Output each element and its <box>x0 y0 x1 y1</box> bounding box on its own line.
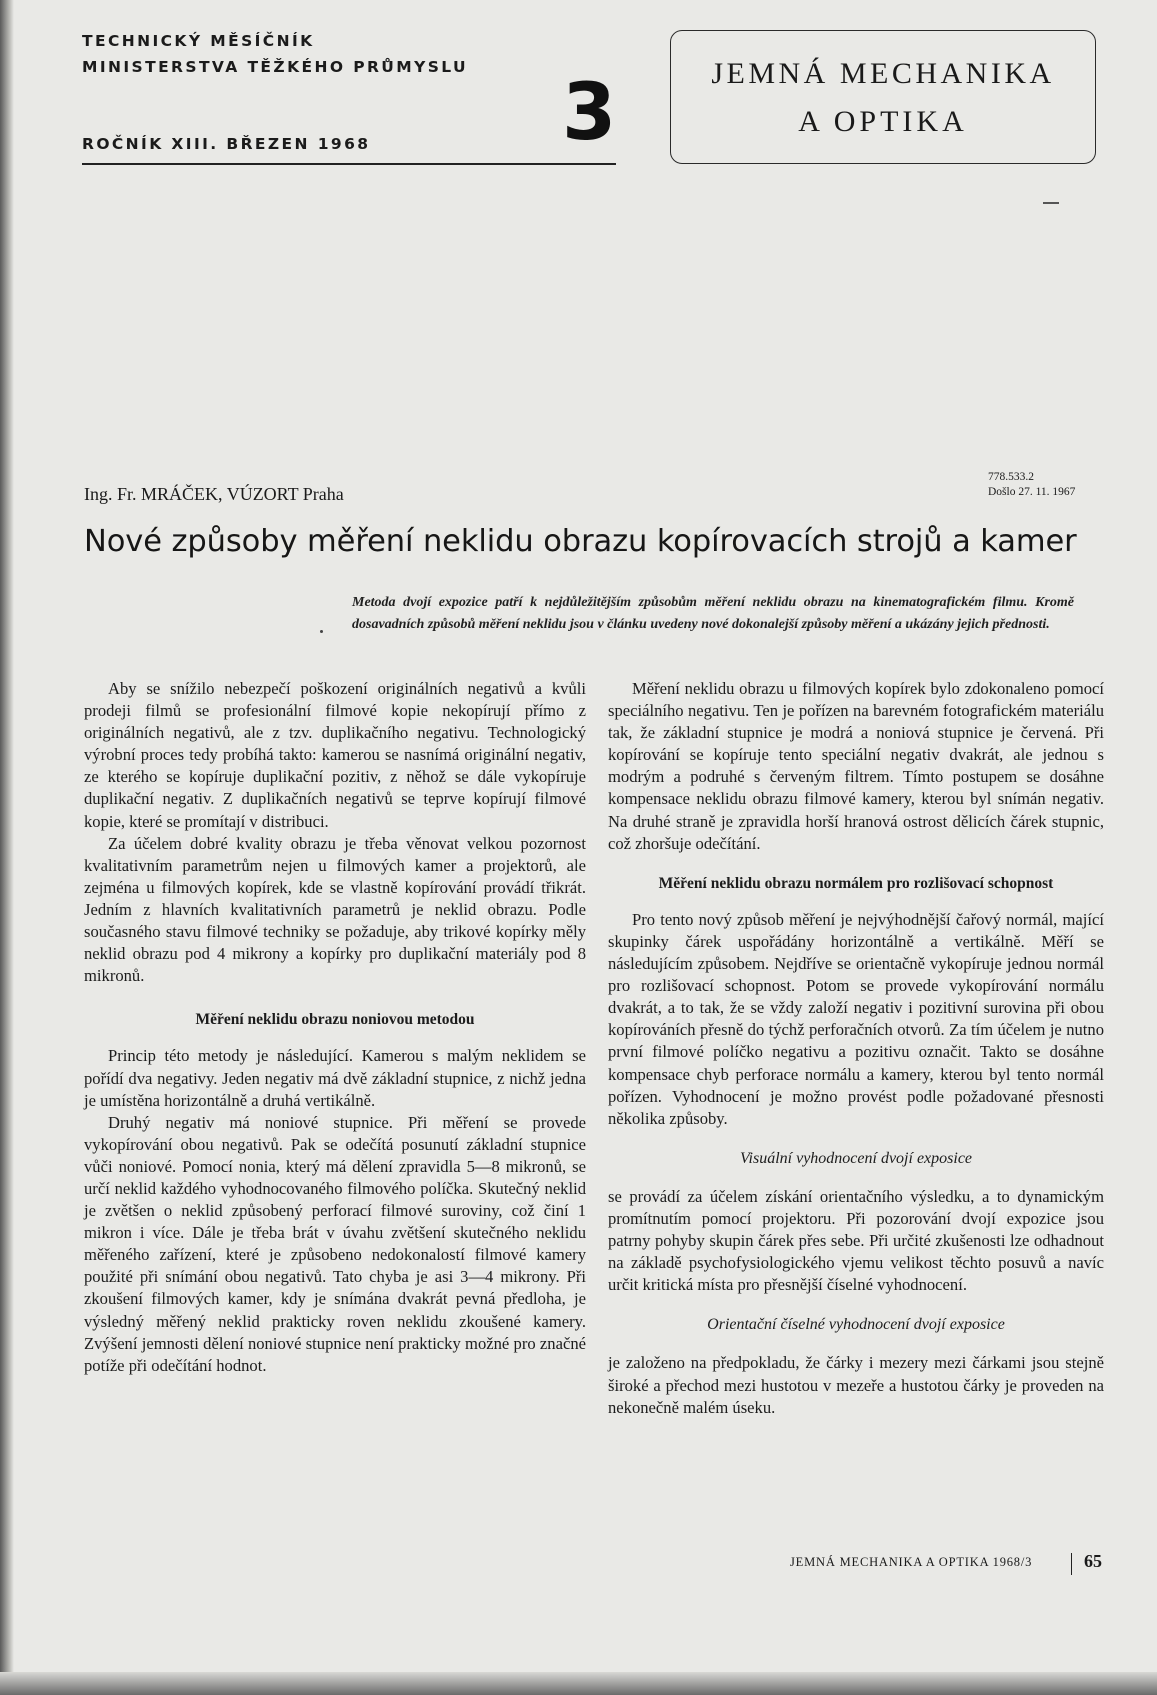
masthead-line2: MINISTERSTVA TĚŽKÉHO PRŮMYSLU <box>82 58 469 76</box>
journal-title-line2: A OPTIKA <box>798 105 968 138</box>
paragraph: Princip této metody je následující. Kamerou s malým neklidem se pořídí dva negativy. Jeden negativ má dvě základní stupnice, z nichž jedna je umístěna horizontálně a druhá vertikálně. <box>84 1046 586 1110</box>
subsection-heading: Visuální vyhodnocení dvojí exposice <box>739 1149 973 1167</box>
paragraph: je založeno na předpokladu, že čárky i mezery mezi čárkami jsou stejně široké a přechod mezi hustotou v mezeře a hustotou čárky je proveden na nekonečně malém úseku. <box>608 1353 1104 1417</box>
masthead-line1: TECHNICKÝ MĚSÍČNÍK <box>82 32 315 50</box>
paragraph: Pro tento nový způsob měření je nejvýhodnější čařový normál, mající skupinky čárek uspořádány horizontálně a vertikálně. Měří se následujícím způsobem. Nejdříve se orientačně vykopíruje jednou normál pro rozlišovací schopnost. Potom se provede vykopírování normálu dvakrát, a to tak, že se vždy založí negativ i pozitivní surovina při obou kopírováních přesně do týchž perforačních otvorů. Za tím účelem je nutno první filmové políčko negativu a pozitivu označit. Takto se dosáhne kompensace chyb perforace normálu a kamery, kterou byl tento normál pořízen. Vyhodnocení je možno provést podle požadované přesnosti několika způsoby. <box>608 909 1104 1128</box>
paragraph: Aby se snížilo nebezpečí poškození originálních negativů a kvůli prodeji filmů se profesionální filmové kopie nekopírují přímo z originálních negativů, ale z tzv. duplikačního negativu. Technologický výrobní proces tedy probíhá takto: kamerou se nasnímá originální negativ, ze kterého se kopíruje duplikační pozitiv, z něhož se dále vykopíruje duplikační negativ. Z duplikačních negativů se teprve kopírují filmové kopie, které se promítají v distribuci. <box>84 679 586 831</box>
article-author: Ing. Fr. MRÁČEK, VÚZORT Praha <box>84 484 344 504</box>
paragraph: se provádí za účelem získání orientačního výsledku, a to dynamickým promítnutím pomocí projektoru. Při pozorování dvojí expozice jsou patrny pohyby skupin čárek přes sebe. Při určité zkušenosti lze odhadnout na základě psychofysiologického vjemu velikost těchto posuvů a navíc určit kritická místa pro přesnější číselné vyhodnocení. <box>608 1186 1104 1295</box>
footer-separator <box>1071 1553 1072 1575</box>
margin-mark <box>1043 202 1059 204</box>
subsection-heading: Orientační číselné vyhodnocení dvojí exposice <box>707 1316 1005 1334</box>
paragraph: Druhý negativ má noniové stupnice. Při měření se provede vykopírování obou negativů. Pak se odečítá posunutí základní stupnice vůči noniové. Pomocí nonia, který má dělení zpravidla 5—8 mikronů, se určí neklid každého vyhodnocovaného filmového políčka. Skutečný neklid je zvětšen o neklid způsobený perforací filmové suroviny, což činí 1 mikron i více. Dále je třeba brát v úvahu zvětšení skutečného neklidu měřeného zařízení, které je způsobeno nedokonalostí filmové kamery použité při snímání obou negativů. Tato chyba je asi 3—4 mikrony. Při zkoušení filmových kamer, kdy je snímána dvakrát pevná předloha, je výsledný měřený neklid prakticky roven neklidu zkoušené kamery. Zvýšení jemnosti dělení noniové stupnice není prakticky možné pro značné potíže při odečítání hodnot. <box>84 1112 586 1375</box>
margin-dot <box>320 630 323 633</box>
masthead-rule <box>82 163 616 165</box>
article-udc-block <box>988 470 1075 500</box>
journal-title-box <box>670 30 1096 164</box>
section-heading: Měření neklidu obrazu noniovou metodou <box>195 1011 475 1029</box>
issue-number: 3 <box>562 68 617 158</box>
journal-title-line1: JEMNÁ MECHANIKA <box>711 57 1055 90</box>
section-heading: Měření neklidu obrazu normálem pro rozlišovací schopnost <box>658 874 1054 892</box>
paragraph: Měření neklidu obrazu u filmových kopírek bylo zdokonaleno pomocí speciálního negativu. Ten je pořízen na barevném fotografickém materiálu tak, že základní stupnice je modrá a noniová stupnice je červená. Při kopírování se kopíruje tento speciální negativ dvakrát, ale jednou s modrým a podruhé s červeným filtrem. Tímto postupem se dosáhne kompensace neklidu obrazu filmové kamery, kterou byl snímán negativ. Na druhé straně je zpravidla horší hranová ostrost dělicích čárek stupnic, což zhoršuje odečítání. <box>608 679 1104 853</box>
paragraph: Za účelem dobré kvality obrazu je třeba věnovat velkou pozornost kvalitativním parametrům nejen u filmových kamer a projektorů, ale zejména u filmových kopírek, kde se vlastně kopírování provádí třikrát. Jedním z hlavních kvalitativních parametrů je neklid obrazu. Podle současného stavu filmové techniky se požaduje, aby trikové kopírky měly neklid obrazu pod 4 mikrony a kopírky pro duplikační materiály pod 8 mikronů. <box>84 833 586 986</box>
page-number: 65 <box>1084 1551 1102 1571</box>
footer-journal: JEMNÁ MECHANIKA A OPTIKA 1968/3 <box>790 1555 1033 1569</box>
article-abstract: Metoda dvojí expozice patří k nejdůležitějším způsobům měření neklidu obrazu na kinematografickém filmu. Kromě dosavadních způsobů měření neklidu jsou v článku uvedeny nové dokonalejší způsoby měření a ukázány jejich přednosti. <box>352 595 1074 632</box>
left-column <box>84 678 586 1377</box>
masthead-volume: ROČNÍK XIII. BŘEZEN 1968 <box>82 135 371 153</box>
page-bottom-shadow <box>0 1672 1157 1695</box>
article-title: Nové způsoby měření neklidu obrazu kopírovacích strojů a kamer <box>84 524 1077 559</box>
right-column <box>608 678 1104 1419</box>
received-date: Došlo 27. 11. 1967 <box>988 486 1076 498</box>
udc-code: 778.533.2 <box>988 471 1034 483</box>
